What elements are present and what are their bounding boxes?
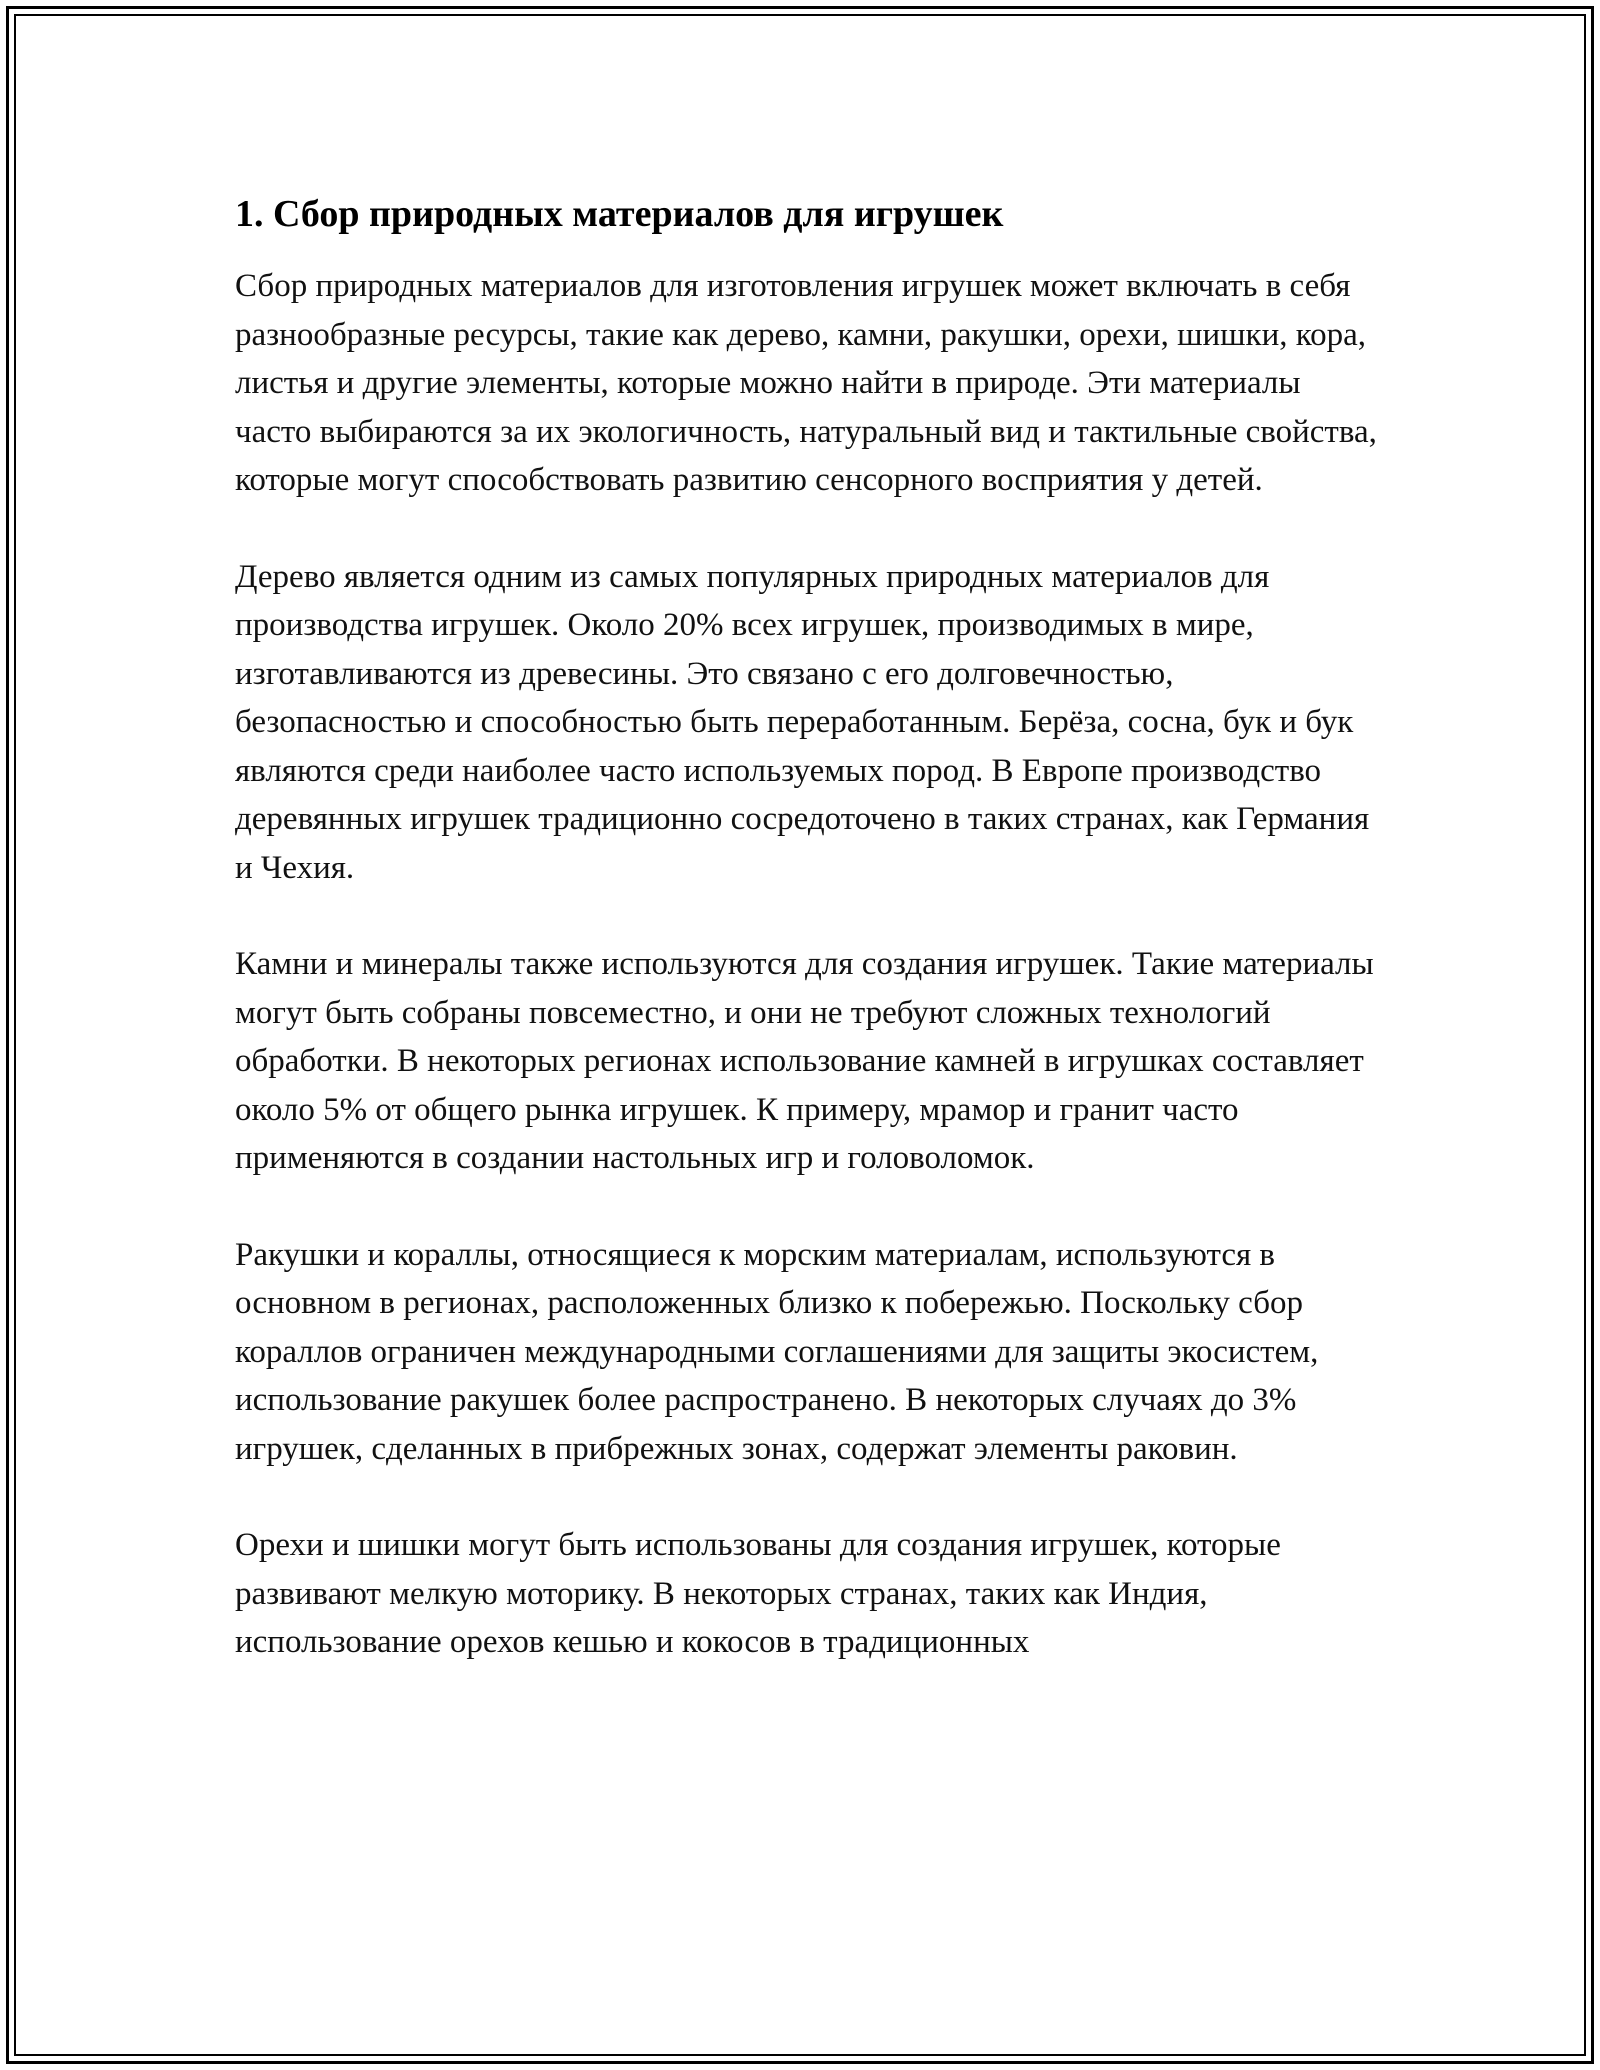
- section-heading: 1. Сбор природных материалов для игрушек: [235, 193, 1004, 235]
- paragraph-stones: Камни и минералы также используются для создания игрушек. Такие материалы могут быть собраны повсеместно, и они не требуют сложных технологий обработки. В некоторых регионах использование камней в игрушках составляет около 5% от общего рынка игрушек. К примеру, мрамор и гранит часто применяются в создании настольных игр и головоломок.: [235, 946, 1374, 1176]
- paragraph-intro: Сбор природных материалов для изготовления игрушек может включать в себя разнообразные ресурсы, такие как дерево, камни, ракушки, орехи, шишки, кора, листья и другие элементы, которые можно найти в природе. Эти материалы часто выбираются за их экологичность, натуральный вид и тактильные свойства, которые могут способствовать развитию сенсорного восприятия у детей.: [235, 268, 1377, 498]
- paragraph-nuts: Орехи и шишки могут быть использованы для создания игрушек, которые развивают мелкую моторику. В некоторых странах, таких как Индия, использование орехов кешью и кокосов в традиционных: [235, 1527, 1281, 1660]
- paragraph-wood: Дерево является одним из самых популярных природных материалов для производства игрушек. Около 20% всех игрушек, производимых в мире, изготавливаются из древесины. Это связано с его долговечностью, безопасностью и способностью быть переработанным. Берёза, сосна, бук и бук являются среди наиболее часто используемых пород. В Европе производство деревянных игрушек традиционно сосредоточено в таких странах, как Германия и Чехия.: [235, 558, 1370, 886]
- paragraph-shells: Ракушки и кораллы, относящиеся к морским материалам, используются в основном в регионах, расположенных близко к побережью. Поскольку сбор кораллов ограничен международными соглашениями для защиты экосистем, использование ракушек более распространено. В некоторых случаях до 3% игрушек, сделанных в прибрежных зонах, содержат элементы раковин.: [235, 1236, 1319, 1467]
- document-body: [235, 188, 1385, 1667]
